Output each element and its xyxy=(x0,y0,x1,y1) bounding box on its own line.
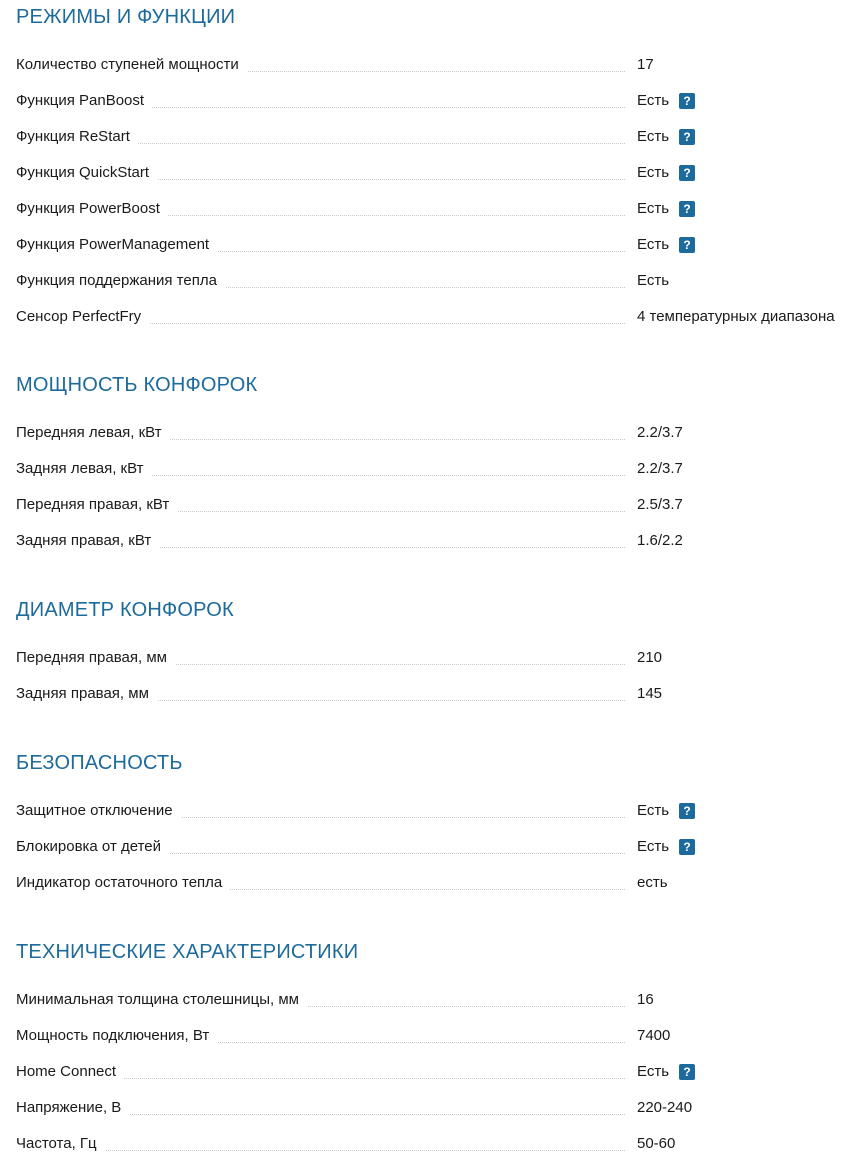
section-title: БЕЗОПАСНОСТЬ xyxy=(16,752,183,774)
spec-label: Функция QuickStart xyxy=(16,163,157,183)
spec-value: Есть xyxy=(637,92,670,109)
spec-rows xyxy=(16,987,856,1167)
spec-rows xyxy=(16,798,856,906)
spec-value-cell xyxy=(637,495,683,515)
spec-row xyxy=(16,304,856,340)
spec-value: Есть xyxy=(637,236,670,253)
spec-row xyxy=(16,456,856,492)
spec-value: 1.6/2.2 xyxy=(637,532,683,549)
spec-row xyxy=(16,681,856,717)
spec-row xyxy=(16,196,856,232)
spec-row xyxy=(16,1131,856,1167)
spec-row xyxy=(16,88,856,124)
spec-label: Блокировка от детей xyxy=(16,837,169,857)
section-safety xyxy=(0,748,856,906)
spec-rows xyxy=(16,645,856,717)
spec-value-cell xyxy=(637,1062,695,1082)
spec-value-cell xyxy=(637,873,668,893)
spec-label: Задняя правая, мм xyxy=(16,684,157,704)
spec-value-cell xyxy=(637,127,695,147)
spec-value: 2.2/3.7 xyxy=(637,460,683,477)
spec-row xyxy=(16,870,856,906)
spec-rows xyxy=(16,420,856,564)
spec-value: 210 xyxy=(637,649,663,666)
spec-value-cell xyxy=(637,55,654,75)
spec-value: есть xyxy=(637,874,668,891)
help-question-icon[interactable]: ? xyxy=(679,93,695,109)
spec-label: Минимальная толщина столешницы, мм xyxy=(16,990,307,1010)
spec-label: Передняя правая, мм xyxy=(16,648,175,668)
spec-value-cell xyxy=(637,423,683,443)
spec-value: Есть xyxy=(637,802,670,819)
spec-row xyxy=(16,528,856,564)
spec-label: Функция ReStart xyxy=(16,127,138,147)
spec-value-cell xyxy=(637,1098,692,1118)
spec-row xyxy=(16,798,856,834)
spec-value: Есть xyxy=(637,1063,670,1080)
section-title: ДИАМЕТР КОНФОРОК xyxy=(16,599,234,621)
spec-rows xyxy=(16,52,856,340)
spec-label: Задняя правая, кВт xyxy=(16,531,159,551)
spec-label: Функция PowerBoost xyxy=(16,199,168,219)
spec-value-cell xyxy=(637,684,662,704)
spec-value-cell xyxy=(637,531,683,551)
spec-value-cell xyxy=(637,837,695,857)
spec-value: Есть xyxy=(637,164,670,181)
spec-row xyxy=(16,1095,856,1131)
section-title: РЕЖИМЫ И ФУНКЦИИ xyxy=(16,6,236,28)
spec-value-cell xyxy=(637,648,662,668)
spec-label: Передняя левая, кВт xyxy=(16,423,170,443)
spec-row xyxy=(16,232,856,268)
spec-label: Сенсор PerfectFry xyxy=(16,307,149,327)
spec-value-cell xyxy=(637,199,695,219)
help-question-icon[interactable]: ? xyxy=(679,237,695,253)
spec-row xyxy=(16,52,856,88)
help-question-icon[interactable]: ? xyxy=(679,1064,695,1080)
section-title: МОЩНОСТЬ КОНФОРОК xyxy=(16,374,258,396)
spec-value-cell xyxy=(637,271,669,291)
spec-label: Home Connect xyxy=(16,1062,124,1082)
spec-value-cell xyxy=(637,307,835,327)
section-burner-power xyxy=(0,370,856,564)
spec-value-cell xyxy=(637,801,695,821)
help-question-icon[interactable]: ? xyxy=(679,201,695,217)
spec-label: Частота, Гц xyxy=(16,1134,105,1154)
spec-row xyxy=(16,268,856,304)
spec-value-cell xyxy=(637,990,654,1010)
spec-label: Мощность подключения, Вт xyxy=(16,1026,217,1046)
spec-label: Функция PowerManagement xyxy=(16,235,217,255)
spec-value-cell xyxy=(637,235,695,255)
spec-value-cell xyxy=(637,91,695,111)
spec-value-cell xyxy=(637,1026,670,1046)
spec-value-cell xyxy=(637,1134,675,1154)
spec-row xyxy=(16,160,856,196)
spec-value: 220-240 xyxy=(637,1099,693,1116)
spec-value-cell xyxy=(637,459,683,479)
help-question-icon[interactable]: ? xyxy=(679,839,695,855)
spec-value: 50-60 xyxy=(637,1135,676,1152)
section-technical-specs xyxy=(0,937,856,1167)
spec-row xyxy=(16,124,856,160)
help-question-icon[interactable]: ? xyxy=(679,803,695,819)
spec-row xyxy=(16,645,856,681)
spec-row xyxy=(16,420,856,456)
spec-value: Есть xyxy=(637,128,670,145)
help-question-icon[interactable]: ? xyxy=(679,129,695,145)
spec-value: 2.5/3.7 xyxy=(637,496,683,513)
spec-value: Есть xyxy=(637,838,670,855)
spec-value: Есть xyxy=(637,272,670,289)
spec-label: Индикатор остаточного тепла xyxy=(16,873,230,893)
spec-row xyxy=(16,834,856,870)
spec-value: 4 температурных диапазона xyxy=(637,308,835,325)
spec-value: 16 xyxy=(637,991,654,1008)
help-question-icon[interactable]: ? xyxy=(679,165,695,181)
spec-label: Напряжение, В xyxy=(16,1098,129,1118)
spec-value: 145 xyxy=(637,685,663,702)
section-burner-diameter xyxy=(0,595,856,717)
section-title: ТЕХНИЧЕСКИЕ ХАРАКТЕРИСТИКИ xyxy=(16,941,359,963)
spec-label: Задняя левая, кВт xyxy=(16,459,152,479)
spec-value: 7400 xyxy=(637,1027,671,1044)
spec-row xyxy=(16,492,856,528)
spec-label: Количество ступеней мощности xyxy=(16,55,247,75)
spec-label: Функция поддержания тепла xyxy=(16,271,225,291)
spec-label: Защитное отключение xyxy=(16,801,181,821)
spec-label: Функция PanBoost xyxy=(16,91,152,111)
spec-value: Есть xyxy=(637,200,670,217)
spec-row xyxy=(16,1023,856,1059)
spec-value: 2.2/3.7 xyxy=(637,424,683,441)
dotted-leader xyxy=(16,1150,625,1151)
spec-label: Передняя правая, кВт xyxy=(16,495,177,515)
spec-row xyxy=(16,987,856,1023)
spec-value: 17 xyxy=(637,56,654,73)
spec-row xyxy=(16,1059,856,1095)
section-modes-functions xyxy=(0,2,856,340)
spec-value-cell xyxy=(637,163,695,183)
